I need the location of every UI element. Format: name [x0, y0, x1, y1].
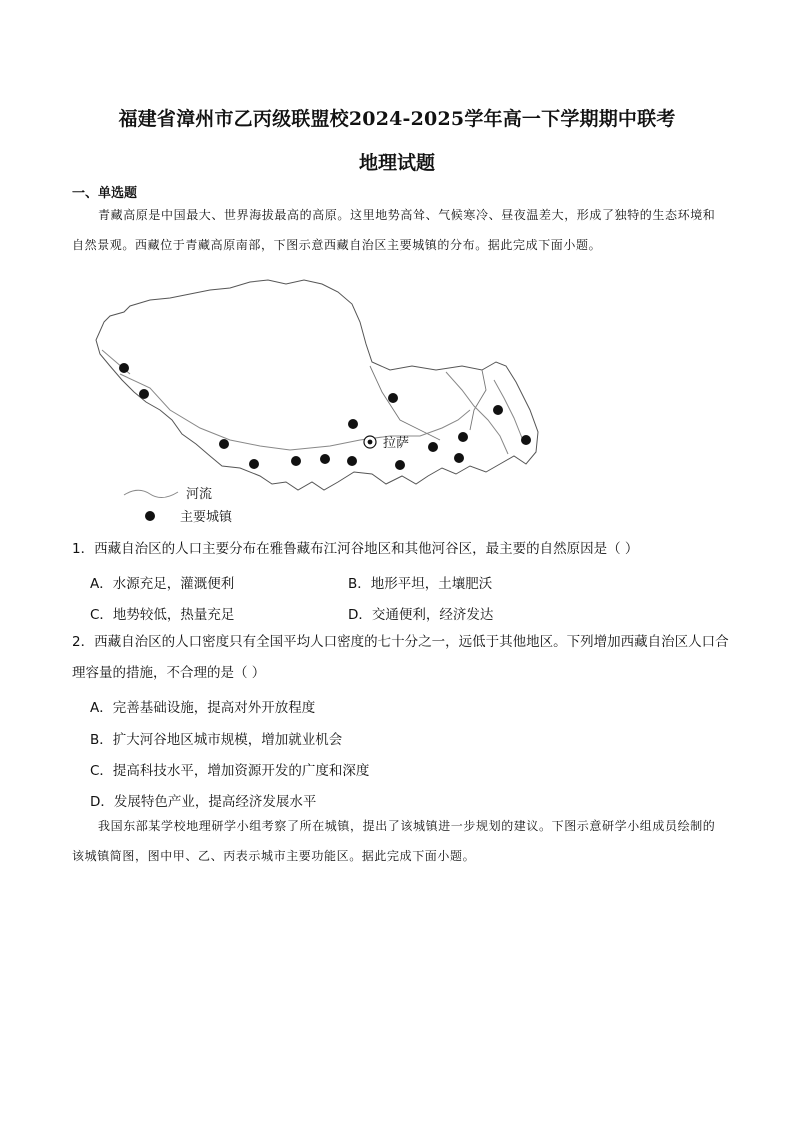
q2-option-c[interactable]: C．提高科技水平，增加资源开发的广度和深度	[90, 763, 370, 779]
town-dot	[119, 363, 129, 373]
town-dot	[219, 439, 229, 449]
tibet-town-map	[90, 270, 550, 525]
legend-town-symbol	[145, 511, 155, 521]
intro-paragraph-2: 我国东部某学校地理研学小组考察了所在城镇，提出了该城镇进一步规划的建议。下图示意研学小组成员绘制的该城镇简图，图中甲、乙、丙表示城市主要功能区。据此完成下面小题。	[72, 819, 716, 863]
town-dot	[139, 389, 149, 399]
q1-option-b[interactable]: B．地形平坦，土壤肥沃	[348, 576, 493, 592]
tibet-boundary	[96, 280, 538, 490]
q2-option-d[interactable]: D．发展特色产业，提高经济发展水平	[90, 794, 317, 810]
river-yarlung	[120, 374, 470, 450]
q1-option-d[interactable]: D．交通便利，经济发达	[348, 607, 494, 623]
town-dot	[395, 460, 405, 470]
exam-subtitle: 地理试题	[358, 152, 435, 174]
intro-paragraph: 青藏高原是中国最大、世界海拔最高的高原。这里地势高耸、气候寒冷、昼夜温差大，形成了独特的生态环境和自然景观。西藏位于青藏高原南部，下图示意西藏自治区主要城镇的分布。据此完成下面小题。	[72, 208, 716, 252]
q2-option-a[interactable]: A．完善基础设施，提高对外开放程度	[90, 700, 316, 716]
q1-option-c[interactable]: C．地势较低，热量充足	[90, 607, 235, 623]
town-dot	[388, 393, 398, 403]
town-dot	[249, 459, 259, 469]
question-1-stem: 1．西藏自治区的人口主要分布在雅鲁藏布江河谷地区和其他河谷区，最主要的自然原因是（ ）	[72, 541, 639, 557]
exam-title: 福建省漳州市乙丙级联盟校2024-2025学年高一下学期期中联考	[118, 108, 676, 130]
legend-river-label: 河流	[186, 487, 213, 502]
legend-town-label: 主要城镇	[180, 510, 233, 525]
q2-option-b[interactable]: B．扩大河谷地区城市规模，增加就业机会	[90, 732, 343, 748]
legend-river-symbol	[124, 490, 178, 497]
section-heading: 一、单选题	[72, 186, 138, 201]
town-dot	[493, 405, 503, 415]
q1-option-a[interactable]: A．水源充足，灌溉便利	[90, 576, 235, 592]
town-dot	[521, 435, 531, 445]
town-dot	[428, 442, 438, 452]
town-dot	[320, 454, 330, 464]
town-dot	[348, 419, 358, 429]
town-dot	[347, 456, 357, 466]
town-dot	[454, 453, 464, 463]
question-2-stem: 2．西藏自治区的人口密度只有全国平均人口密度的七十分之一，远低于其他地区。下列增加西藏自治区人口合理容量的措施，不合理的是（ ）	[72, 634, 729, 681]
capital-label: 拉萨	[383, 436, 410, 451]
town-dot	[291, 456, 301, 466]
town-dot	[458, 432, 468, 442]
